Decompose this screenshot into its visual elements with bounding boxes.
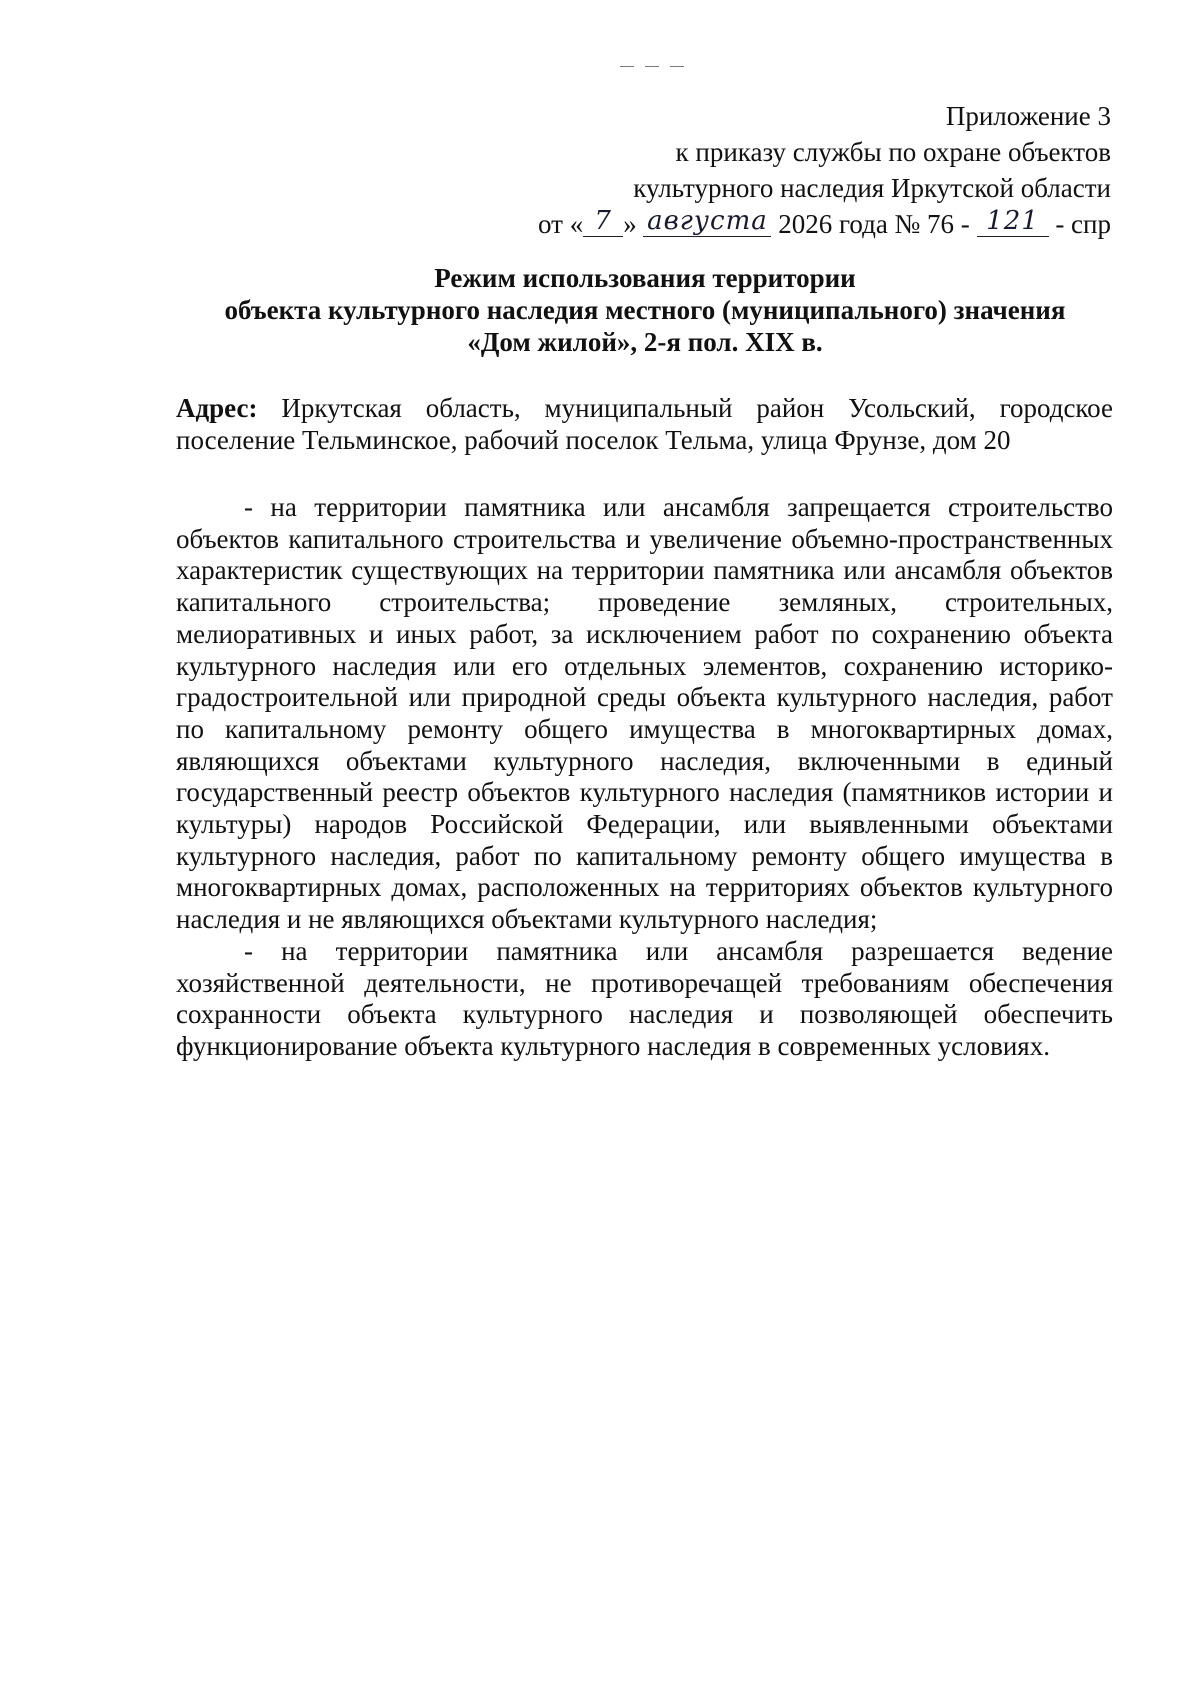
- regime-text: [176, 492, 1113, 1063]
- order-reference-line1: к приказу службы по охране объектов: [675, 137, 1111, 167]
- paragraph-permitted: - на территории памятника или ансамбля разрешается ведение хозяйственной деятельности, не противоречащей требованиям обеспечения сохранности объекта культурного наследия и позволяющей обеспечить функционирование объекта культурного наследия в современных условиях.: [176, 935, 1113, 1061]
- appendix-header: [391, 98, 1111, 242]
- title-line-1: Режим использования территории: [434, 263, 856, 293]
- order-number-field: [977, 206, 1049, 237]
- date-month-handwritten: августа: [647, 206, 768, 236]
- date-mid: »: [623, 209, 637, 239]
- date-suffix: 2026 года № 76 -: [778, 209, 970, 239]
- order-date-line: [391, 206, 1111, 242]
- order-number-handwritten: 121: [986, 206, 1039, 236]
- paragraph-prohibited: - на территории памятника или ансамбля запрещается строительство объектов капитального строительства и увеличение объемно-пространственных характеристик существующих на территории памятника или ансамбля объектов капитального строительства; проведение земляных, строительных, мелиоративных и иных работ, за исключением работ по сохранению объекта культурного наследия или его отдельных элементов, сохранению историко-градостроительной или природной среды объекта культурного наследия, работ по капитальному ремонту общего имущества в многоквартирных домах, являющихся объектами культурного наследия, включенными в единый государственный реестр объектов культурного наследия (памятников истории и культуры) народов Российской Федерации, или выявленными объектами культурного наследия, работ по капитальному ремонту общего имущества в многоквартирных домах, расположенных на территориях объектов культурного наследия и не являющихся объектами культурного наследия;: [176, 492, 1113, 935]
- order-suffix: - спр: [1055, 209, 1111, 239]
- appendix-title: Приложение 3: [945, 101, 1111, 131]
- document-title: [175, 262, 1115, 358]
- order-reference-line2: культурного наследия Иркутской области: [633, 173, 1111, 203]
- date-month-field: [643, 206, 771, 237]
- scan-mark: [620, 66, 684, 68]
- title-line-3: «Дом жилой», 2-я пол. XIX в.: [467, 327, 823, 357]
- address-text: Иркутская область, муниципальный район Усольский, городское поселение Тельминское, рабочий поселок Тельма, улица Фрунзе, дом 20: [176, 393, 1113, 455]
- date-day-handwritten: 7: [594, 206, 612, 236]
- title-line-2: объекта культурного наследия местного (муниципального) значения: [224, 295, 1066, 325]
- address-label: Адрес:: [176, 393, 258, 423]
- date-day-field: [583, 206, 623, 237]
- address-block: [176, 392, 1113, 456]
- date-prefix: от «: [538, 209, 584, 239]
